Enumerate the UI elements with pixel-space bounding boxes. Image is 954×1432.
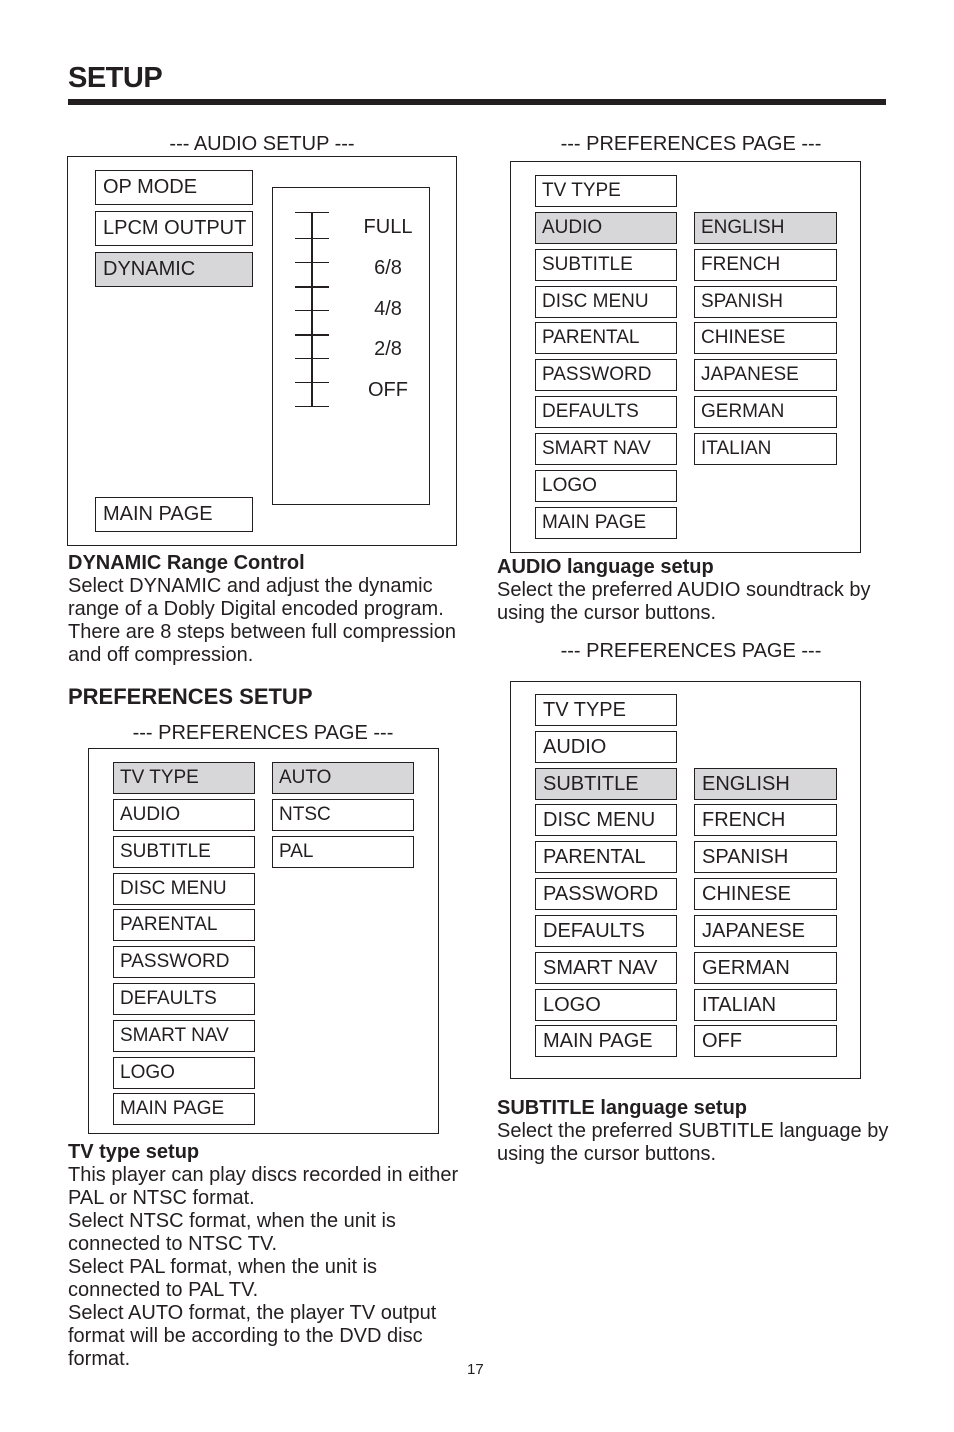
tv-menu-tv-type[interactable]: TV TYPE bbox=[113, 762, 255, 794]
slider-tick bbox=[295, 238, 329, 239]
audio-menu-defaults[interactable]: DEFAULTS bbox=[535, 396, 677, 428]
audio-menu-subtitle[interactable]: SUBTITLE bbox=[535, 249, 677, 281]
tv-menu-main-page[interactable]: MAIN PAGE bbox=[113, 1093, 255, 1125]
tv-menu-audio[interactable]: AUDIO bbox=[113, 799, 255, 831]
tv-menu-subtitle[interactable]: SUBTITLE bbox=[113, 836, 255, 868]
subtitle-pref-caption: --- PREFERENCES PAGE --- bbox=[560, 640, 822, 662]
slider-tick bbox=[295, 406, 329, 407]
slider-tick bbox=[295, 212, 329, 213]
dynamic-description bbox=[68, 552, 460, 667]
tv-pref-caption: --- PREFERENCES PAGE --- bbox=[132, 722, 394, 744]
tv-menu-logo[interactable]: LOGO bbox=[113, 1057, 255, 1089]
audio-option-german[interactable]: GERMAN bbox=[694, 396, 837, 428]
subtitle-menu-defaults[interactable]: DEFAULTS bbox=[535, 915, 677, 947]
tv-menu-parental[interactable]: PARENTAL bbox=[113, 909, 255, 941]
tv-menu-disc-menu[interactable]: DISC MENU bbox=[113, 873, 255, 905]
subtitle-description bbox=[497, 1097, 892, 1166]
slider-tick bbox=[295, 286, 329, 288]
tv-menu-password[interactable]: PASSWORD bbox=[113, 946, 255, 978]
page-number: 17 bbox=[467, 1361, 484, 1378]
subtitle-option-japanese[interactable]: JAPANESE bbox=[694, 915, 837, 947]
audio-heading: AUDIO language setup bbox=[497, 556, 714, 578]
audio-setup-panel bbox=[67, 156, 457, 546]
tv-pref-panel bbox=[88, 748, 439, 1134]
slider-tick bbox=[295, 262, 329, 263]
audio-menu-smart-nav[interactable]: SMART NAV bbox=[535, 433, 677, 465]
tv-type-heading: TV type setup bbox=[68, 1141, 200, 1163]
subtitle-option-spanish[interactable]: SPANISH bbox=[694, 841, 837, 873]
audio-option-spanish[interactable]: SPANISH bbox=[694, 286, 837, 318]
audio-menu-parental[interactable]: PARENTAL bbox=[535, 322, 677, 354]
tv-type-line: This player can play discs recorded in either PAL or NTSC format. bbox=[68, 1164, 459, 1209]
subtitle-heading: SUBTITLE language setup bbox=[497, 1097, 748, 1119]
subtitle-pref-panel bbox=[510, 681, 861, 1079]
tv-type-description bbox=[68, 1141, 463, 1371]
dynamic-level-slider[interactable] bbox=[272, 187, 430, 505]
page-title: SETUP bbox=[68, 62, 163, 94]
audio-pref-panel bbox=[510, 161, 861, 553]
level-label-4-8: 4/8 bbox=[374, 298, 402, 320]
dynamic-text: Select DYNAMIC and adjust the dynamic range of a Dobly Digital encoded program. There are 8 steps between full compression and off compression. bbox=[68, 575, 456, 666]
audio-option-chinese[interactable]: CHINESE bbox=[694, 322, 837, 354]
audio-pref-caption: --- PREFERENCES PAGE --- bbox=[560, 133, 822, 155]
slider-track bbox=[311, 212, 313, 406]
subtitle-menu-password[interactable]: PASSWORD bbox=[535, 878, 677, 910]
audio-menu-main-page[interactable]: MAIN PAGE bbox=[535, 507, 677, 539]
audio-option-english[interactable]: ENGLISH bbox=[694, 212, 837, 244]
level-label-6-8: 6/8 bbox=[374, 257, 402, 279]
subtitle-menu-logo[interactable]: LOGO bbox=[535, 989, 677, 1021]
tv-option-auto[interactable]: AUTO bbox=[272, 762, 414, 794]
subtitle-menu-parental[interactable]: PARENTAL bbox=[535, 841, 677, 873]
subtitle-menu-smart-nav[interactable]: SMART NAV bbox=[535, 952, 677, 984]
tv-menu-smart-nav[interactable]: SMART NAV bbox=[113, 1020, 255, 1052]
slider-tick bbox=[295, 382, 329, 383]
subtitle-option-off[interactable]: OFF bbox=[694, 1025, 837, 1057]
level-label-off: OFF bbox=[368, 379, 408, 401]
subtitle-text: Select the preferred SUBTITLE language by using the cursor buttons. bbox=[497, 1120, 889, 1165]
tv-option-pal[interactable]: PAL bbox=[272, 836, 414, 868]
menu-dynamic[interactable]: DYNAMIC bbox=[95, 252, 253, 287]
audio-menu-password[interactable]: PASSWORD bbox=[535, 359, 677, 391]
audio-option-japanese[interactable]: JAPANESE bbox=[694, 359, 837, 391]
audio-menu-logo[interactable]: LOGO bbox=[535, 470, 677, 502]
subtitle-menu-disc-menu[interactable]: DISC MENU bbox=[535, 804, 677, 836]
audio-menu-audio[interactable]: AUDIO bbox=[535, 212, 677, 244]
tv-type-line: Select PAL format, when the unit is connected to PAL TV. bbox=[68, 1256, 378, 1301]
dynamic-heading: DYNAMIC Range Control bbox=[68, 552, 305, 574]
audio-description bbox=[497, 556, 887, 625]
menu-op-mode[interactable]: OP MODE bbox=[95, 170, 253, 205]
level-label-full: FULL bbox=[363, 216, 413, 238]
tv-menu-defaults[interactable]: DEFAULTS bbox=[113, 983, 255, 1015]
audio-menu-tv-type[interactable]: TV TYPE bbox=[535, 175, 677, 207]
audio-option-italian[interactable]: ITALIAN bbox=[694, 433, 837, 465]
subtitle-option-french[interactable]: FRENCH bbox=[694, 804, 837, 836]
audio-setup-caption: --- AUDIO SETUP --- bbox=[169, 133, 355, 155]
tv-type-line: Select NTSC format, when the unit is connected to NTSC TV. bbox=[68, 1210, 396, 1255]
audio-text: Select the preferred AUDIO soundtrack by using the cursor buttons. bbox=[497, 579, 871, 624]
tv-option-ntsc[interactable]: NTSC bbox=[272, 799, 414, 831]
subtitle-menu-subtitle[interactable]: SUBTITLE bbox=[535, 768, 677, 800]
tv-type-line: Select AUTO format, the player TV output format will be according to the DVD disc format. bbox=[68, 1302, 437, 1370]
slider-tick bbox=[295, 310, 329, 311]
menu-lpcm-output[interactable]: LPCM OUTPUT bbox=[95, 211, 253, 246]
subtitle-option-chinese[interactable]: CHINESE bbox=[694, 878, 837, 910]
subtitle-option-german[interactable]: GERMAN bbox=[694, 952, 837, 984]
slider-tick bbox=[295, 334, 329, 336]
subtitle-menu-tv-type[interactable]: TV TYPE bbox=[535, 694, 677, 726]
preferences-setup-heading: PREFERENCES SETUP bbox=[68, 684, 313, 709]
subtitle-menu-audio[interactable]: AUDIO bbox=[535, 731, 677, 763]
slider-tick bbox=[295, 358, 329, 359]
subtitle-menu-main-page[interactable]: MAIN PAGE bbox=[535, 1025, 677, 1057]
menu-main-page[interactable]: MAIN PAGE bbox=[95, 497, 253, 532]
subtitle-option-english[interactable]: ENGLISH bbox=[694, 768, 837, 800]
title-rule bbox=[68, 99, 886, 105]
audio-menu-disc-menu[interactable]: DISC MENU bbox=[535, 286, 677, 318]
audio-option-french[interactable]: FRENCH bbox=[694, 249, 837, 281]
level-label-2-8: 2/8 bbox=[374, 338, 402, 360]
subtitle-option-italian[interactable]: ITALIAN bbox=[694, 989, 837, 1021]
